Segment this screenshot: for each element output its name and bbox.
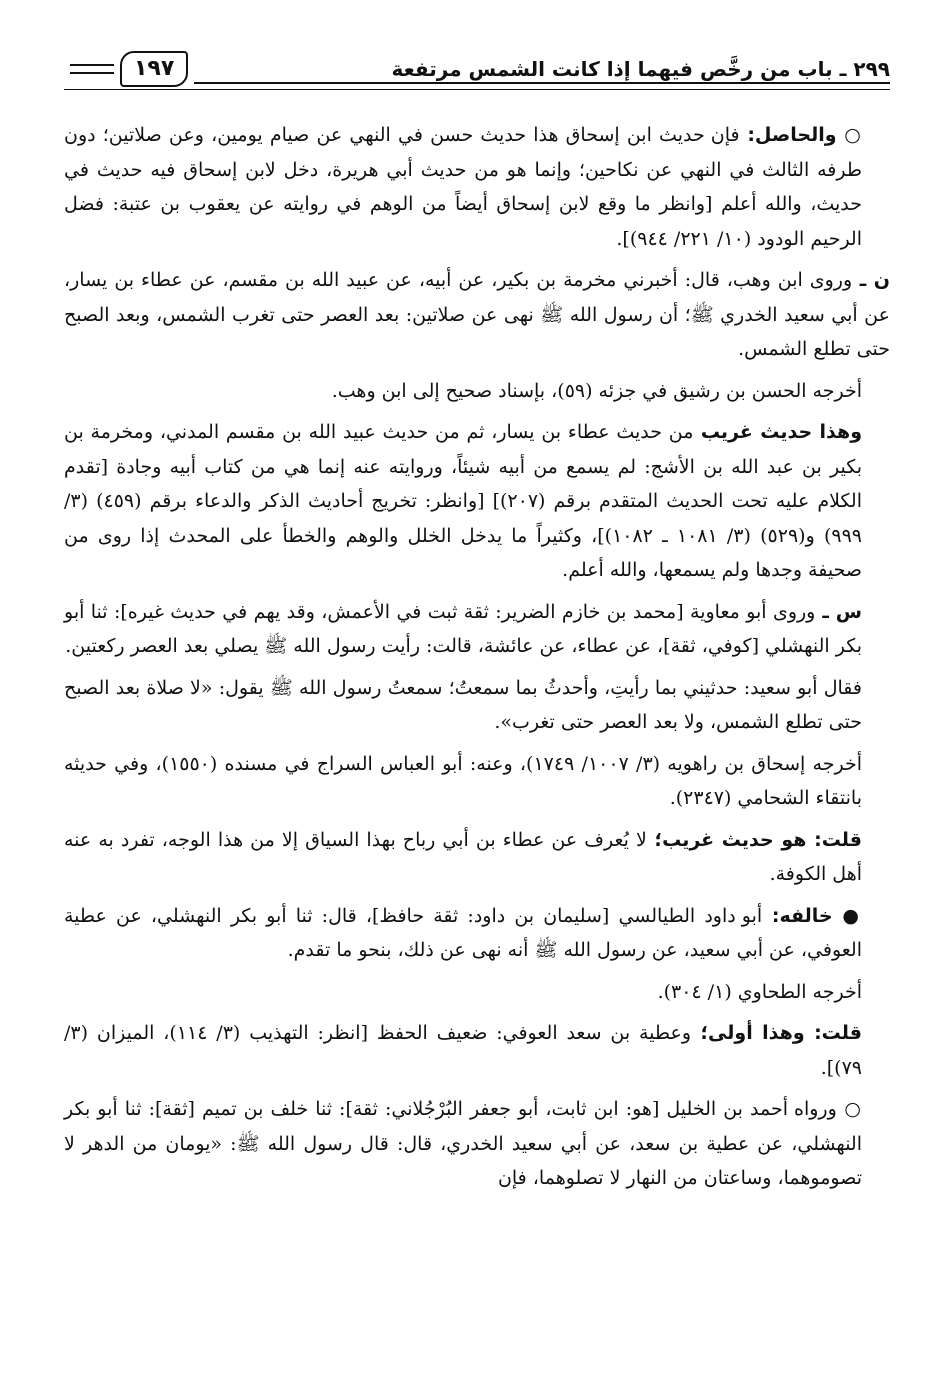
paragraph-text: ورواه أحمد بن الخليل [هو: ابن ثابت، أبو جعفر البُرْجُلاني: ثقة]: ثنا خلف بن تميم [ثقة]: ثنا أبو بكر النهشلي، عن عطية بن سعد، عن أبي سعيد الخدري، قال: قال رسول الله ﷺ: «يومان من الدهر لا تصوموهما، وساعتان من النهار لا تصلوهما، فإن: [64, 1098, 862, 1189]
paragraph: [64, 899, 890, 968]
page-header: [64, 44, 890, 94]
page-number-ornament: [64, 51, 194, 87]
paragraph: [64, 374, 890, 409]
paragraph-text: وروى أبو معاوية [محمد بن خازم الضرير: ثقة ثبت في الأعمش، وقد يهم في حديث غيره]: ثنا أبو بكر النهشلي [كوفي، ثقة]، عن عطاء، عن عائشة، قالت: رأيت رسول الله ﷺ يصلي بعد العصر ركعتين.: [64, 600, 862, 657]
paragraph-text: وروى ابن وهب، قال: أخبرني مخرمة بن بكير، عن أبيه، عن عبيد الله بن مقسم، عن عطاء بن يسار، عن أبي سعيد الخدري ﷺ؛ أن رسول الله ﷺ نهى عن صلاتين: بعد العصر حتى تغرب الشمس، وبعد الصبح حتى تطلع الشمس.: [64, 269, 890, 360]
paragraph-lead: س ـ: [815, 600, 862, 623]
paragraph: [64, 1092, 890, 1196]
page-number: ١٩٧: [120, 51, 188, 87]
paragraph: [64, 671, 890, 740]
paragraph-text: أخرجه الحسن بن رشيق في جزئه (٥٩)، بإسناد صحيح إلى ابن وهب.: [331, 379, 862, 402]
paragraph-text: أخرجه إسحاق بن راهويه (٣/ ١٠٠٧/ ١٧٤٩)، وعنه: أبو العباس السراج في مسنده (١٥٥٠)، وفي حديثه بانتقاء الشحامي (٢٣٤٧).: [64, 752, 862, 809]
paragraph-lead: ○ والحاصل:: [739, 124, 862, 146]
chapter-title: ٢٩٩ ـ باب من رخَّص فيهما إذا كانت الشمس مرتفعة: [391, 57, 890, 81]
paragraph: [64, 595, 890, 664]
paragraph-text: أخرجه الطحاوي (١/ ٣٠٤).: [657, 980, 862, 1003]
ornament-lines: [70, 64, 114, 74]
paragraph: [64, 1016, 890, 1085]
paragraph: [64, 747, 890, 816]
paragraph: [64, 823, 890, 892]
paragraph: [64, 118, 890, 256]
paragraph-text: وعطية بن سعد العوفي: ضعيف الحفظ [انظر: التهذيب (٣/ ١١٤)، الميزان (٣/ ٧٩)].: [64, 1022, 862, 1079]
paragraph-lead: قلت: هو حديث غريب؛: [646, 828, 862, 851]
paragraph: [64, 415, 890, 588]
paragraph: [64, 263, 890, 367]
paragraph-text: فقال أبو سعيد: حدثيني بما رأيتِ، وأحدثُ بما سمعتُ؛ سمعتُ رسول الله ﷺ يقول: «لا صلاة بعد الصبح حتى تطلع الشمس، ولا بعد العصر حتى تغرب».: [64, 676, 862, 733]
page-body: [64, 118, 890, 1196]
paragraph-text: من حديث عطاء بن يسار، ثم من حديث عبيد الله بن مقسم المدني، ومخرمة بن بكير بن عبد الله بن الأشج: لم يسمع من أبيه شيئاً، وروايته عنه إنما هي من كتاب أبيه وجادة [تقدم الكلام عليه تحت الحديث المتقدم برقم (٢٠٧)] [وانظر: تخريج أحاديث الذكر والدعاء برقم (٤٥٩) (٣/ ٩٩٩) و(٥٢٩) (٣/ ١٠٨١ ـ ١٠٨٢)]، وكثيراً ما يدخل الخلل والوهم والخطأ على المحدث إذا روى من صحيفة وجدها ولم يسمعها، والله أعلم.: [64, 421, 862, 581]
paragraph-lead: وهذا حديث غريب: [693, 421, 862, 443]
paragraph-lead: ● خالفه:: [762, 904, 862, 927]
paragraph-lead: ○: [836, 1098, 862, 1120]
paragraph-text: أبو داود الطيالسي [سليمان بن داود: ثقة حافظ]، قال: ثنا أبو بكر النهشلي، عن عطية العوفي، عن أبي سعيد، عن رسول الله ﷺ أنه نهى عن ذلك، بنحو ما تقدم.: [64, 904, 862, 961]
paragraph-text: فإن حديث ابن إسحاق هذا حديث حسن في النهي عن صيام يومين، وعن صلاتين؛ دون طرفه الثالث في النهي عن نكاحين؛ وإنما هو من حديث أبي هريرة، دخل لابن إسحاق فيه حديث في حديث، والله أعلم [وانظر ما وقع لابن إسحاق أيضاً من الوهم في روايته عن يعقوب بن عتبة: فضل الرحيم الودود (١٠/ ٢٢١/ ٩٤٤)].: [64, 124, 862, 250]
paragraph-lead: ن ـ: [852, 269, 890, 291]
paragraph-lead: قلت: وهذا أولى؛: [691, 1022, 862, 1044]
paragraph: [64, 975, 890, 1010]
paragraph-text: لا يُعرف عن عطاء بن أبي رباح بهذا السياق إلا من هذا الوجه، تفرد به عنه أهل الكوفة.: [64, 828, 862, 885]
